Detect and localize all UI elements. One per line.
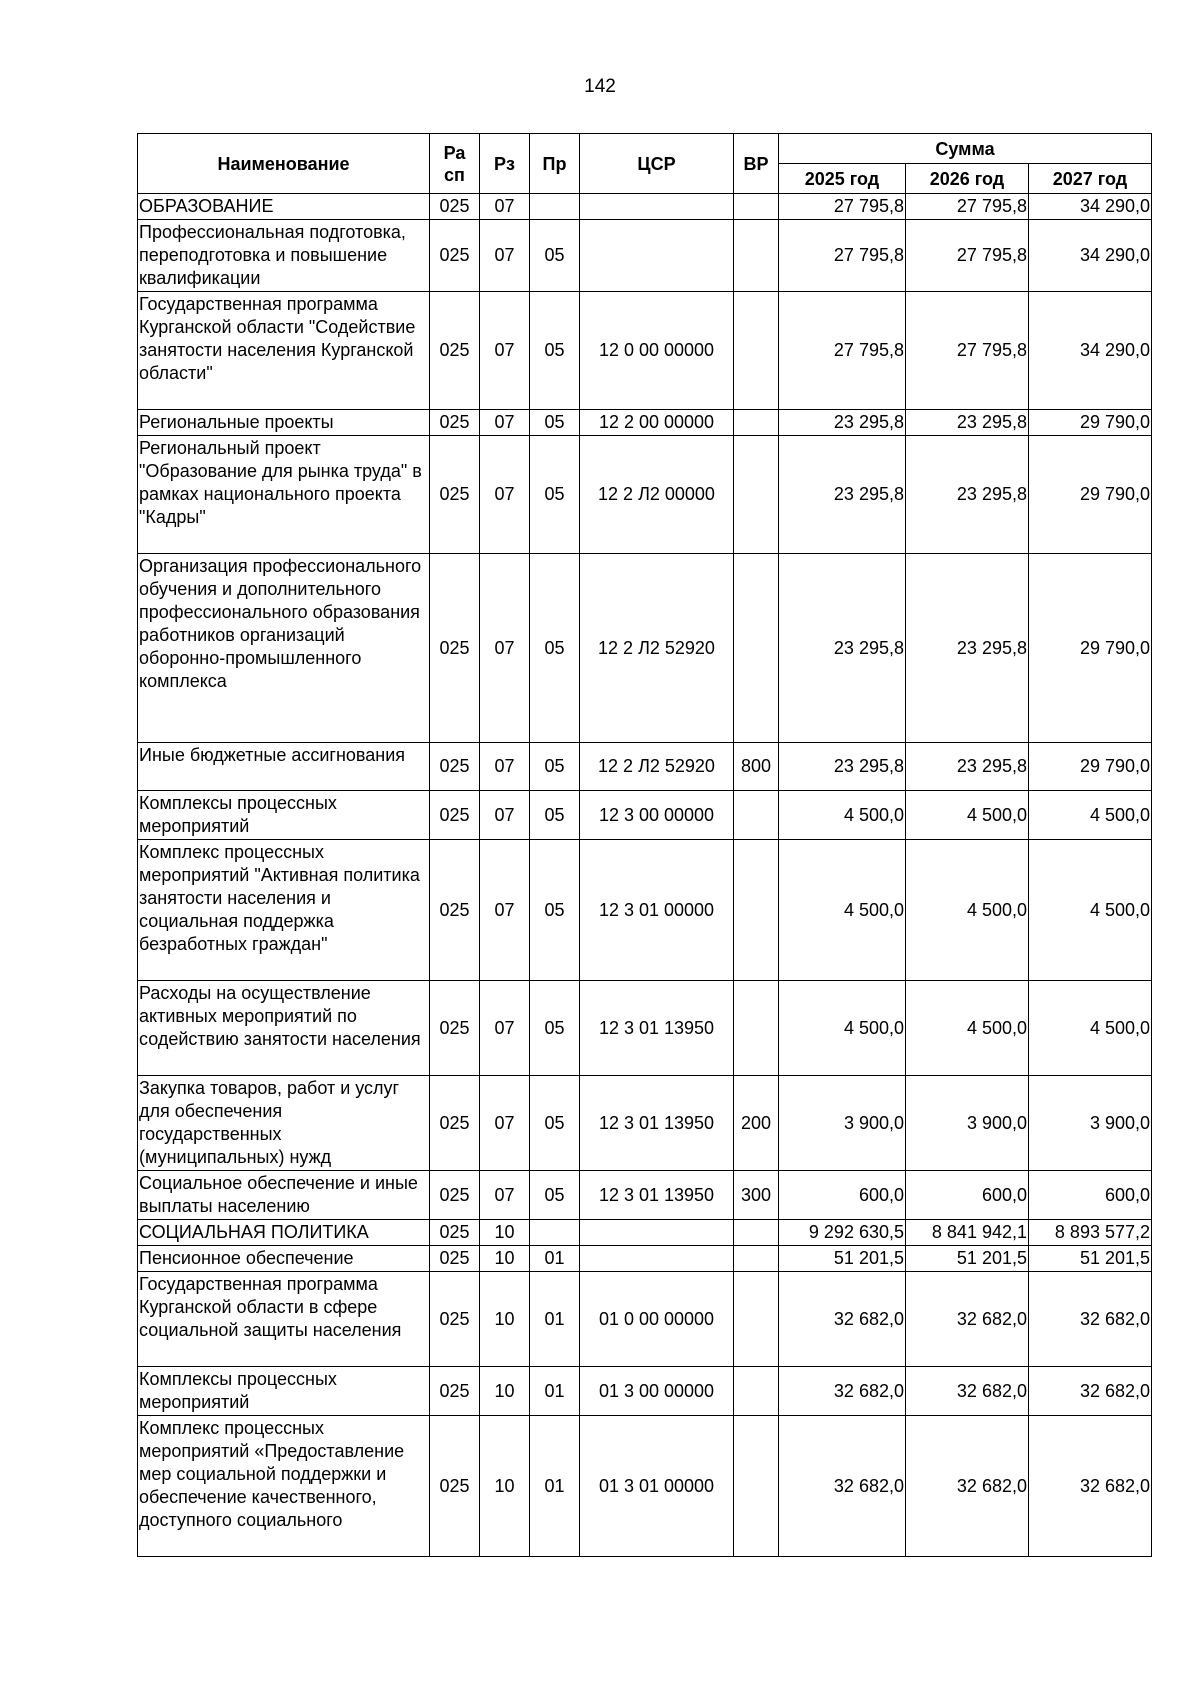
row-rasp: 025 [430, 1246, 480, 1272]
row-vr [734, 791, 779, 840]
header-rasp: Ра сп [430, 134, 480, 194]
row-2025: 4 500,0 [779, 791, 906, 840]
row-csr [580, 1246, 734, 1272]
row-name: Комплекс процессных мероприятий "Активная политика занятости населения и социальная поддержка безработных граждан" [138, 840, 430, 981]
row-pr: 05 [530, 1076, 580, 1171]
table-row [138, 436, 1152, 554]
header-summa: Сумма [779, 134, 1152, 164]
row-csr: 12 2 Л2 52920 [580, 554, 734, 743]
row-2025: 9 292 630,5 [779, 1220, 906, 1246]
row-2025: 23 295,8 [779, 410, 906, 436]
row-2027: 600,0 [1029, 1171, 1152, 1220]
row-2027: 3 900,0 [1029, 1076, 1152, 1171]
header-2027: 2027 год [1029, 164, 1152, 194]
row-2025: 3 900,0 [779, 1076, 906, 1171]
row-name: Региональный проект "Образование для рынка труда" в рамках национального проекта "Кадры" [138, 436, 430, 554]
row-2025: 23 295,8 [779, 436, 906, 554]
row-pr [530, 1220, 580, 1246]
row-csr: 12 3 01 13950 [580, 981, 734, 1076]
row-name: СОЦИАЛЬНАЯ ПОЛИТИКА [138, 1220, 430, 1246]
row-2027: 29 790,0 [1029, 436, 1152, 554]
row-rasp: 025 [430, 1076, 480, 1171]
row-2026: 23 295,8 [906, 410, 1029, 436]
table-row [138, 1076, 1152, 1171]
table-row [138, 791, 1152, 840]
row-rasp: 025 [430, 981, 480, 1076]
row-2025: 600,0 [779, 1171, 906, 1220]
table-row [138, 220, 1152, 292]
row-csr: 01 0 00 00000 [580, 1272, 734, 1367]
row-2025: 27 795,8 [779, 292, 906, 410]
row-2026: 23 295,8 [906, 436, 1029, 554]
row-vr: 300 [734, 1171, 779, 1220]
row-2026: 4 500,0 [906, 791, 1029, 840]
header-2026: 2026 год [906, 164, 1029, 194]
row-rz: 07 [480, 554, 530, 743]
row-rz: 07 [480, 791, 530, 840]
row-pr: 05 [530, 743, 580, 791]
row-pr: 01 [530, 1272, 580, 1367]
table-row [138, 1272, 1152, 1367]
table-body [138, 194, 1152, 1557]
row-pr: 01 [530, 1246, 580, 1272]
row-2027: 34 290,0 [1029, 194, 1152, 220]
header-vr: ВР [734, 134, 779, 194]
row-2027: 29 790,0 [1029, 743, 1152, 791]
row-2027: 4 500,0 [1029, 981, 1152, 1076]
row-2025: 27 795,8 [779, 220, 906, 292]
row-csr [580, 220, 734, 292]
row-2026: 23 295,8 [906, 554, 1029, 743]
row-2026: 51 201,5 [906, 1246, 1029, 1272]
row-2025: 32 682,0 [779, 1272, 906, 1367]
row-csr: 12 3 00 00000 [580, 791, 734, 840]
page-number: 142 [584, 76, 616, 97]
header-rz: Рз [480, 134, 530, 194]
row-2026: 27 795,8 [906, 292, 1029, 410]
row-pr: 01 [530, 1416, 580, 1557]
row-name: Комплекс процессных мероприятий «Предоставление мер социальной поддержки и обеспечение качественного, доступного социального [138, 1416, 430, 1557]
row-2027: 32 682,0 [1029, 1416, 1152, 1557]
table-row [138, 1367, 1152, 1416]
row-2026: 4 500,0 [906, 840, 1029, 981]
header-2025: 2025 год [779, 164, 906, 194]
row-2026: 8 841 942,1 [906, 1220, 1029, 1246]
row-2026: 27 795,8 [906, 194, 1029, 220]
row-vr: 200 [734, 1076, 779, 1171]
row-vr [734, 194, 779, 220]
row-2025: 27 795,8 [779, 194, 906, 220]
row-rasp: 025 [430, 1367, 480, 1416]
row-vr [734, 1220, 779, 1246]
row-rasp: 025 [430, 1220, 480, 1246]
row-2026: 32 682,0 [906, 1416, 1029, 1557]
row-csr: 12 2 00 00000 [580, 410, 734, 436]
row-name: ОБРАЗОВАНИЕ [138, 194, 430, 220]
row-vr [734, 1272, 779, 1367]
table-row [138, 1416, 1152, 1557]
row-vr [734, 1367, 779, 1416]
row-2026: 4 500,0 [906, 981, 1029, 1076]
row-pr: 05 [530, 1171, 580, 1220]
row-rasp: 025 [430, 194, 480, 220]
row-vr: 800 [734, 743, 779, 791]
table-row [138, 1246, 1152, 1272]
row-rz: 10 [480, 1367, 530, 1416]
row-2027: 4 500,0 [1029, 791, 1152, 840]
row-rasp: 025 [430, 743, 480, 791]
row-pr: 05 [530, 410, 580, 436]
row-pr: 05 [530, 554, 580, 743]
row-rasp: 025 [430, 436, 480, 554]
table-header [138, 134, 1152, 194]
row-rz: 07 [480, 410, 530, 436]
row-2026: 600,0 [906, 1171, 1029, 1220]
table-row [138, 554, 1152, 743]
row-name: Расходы на осуществление активных мероприятий по содействию занятости населения [138, 981, 430, 1076]
row-2027: 32 682,0 [1029, 1367, 1152, 1416]
row-csr: 12 2 Л2 00000 [580, 436, 734, 554]
row-name: Иные бюджетные ассигнования [138, 743, 430, 791]
row-csr: 01 3 01 00000 [580, 1416, 734, 1557]
row-rz: 10 [480, 1416, 530, 1557]
row-rz: 07 [480, 194, 530, 220]
row-2025: 51 201,5 [779, 1246, 906, 1272]
row-2025: 23 295,8 [779, 554, 906, 743]
row-2026: 27 795,8 [906, 220, 1029, 292]
row-vr [734, 220, 779, 292]
row-rz: 07 [480, 840, 530, 981]
row-rz: 10 [480, 1272, 530, 1367]
row-vr [734, 1416, 779, 1557]
row-pr: 05 [530, 436, 580, 554]
row-2027: 4 500,0 [1029, 840, 1152, 981]
row-name: Региональные проекты [138, 410, 430, 436]
row-rz: 07 [480, 743, 530, 791]
row-rasp: 025 [430, 292, 480, 410]
row-2025: 23 295,8 [779, 743, 906, 791]
header-csr: ЦСР [580, 134, 734, 194]
row-name: Комплексы процессных мероприятий [138, 1367, 430, 1416]
header-name: Наименование [138, 134, 430, 194]
row-rz: 07 [480, 220, 530, 292]
row-name: Государственная программа Курганской области в сфере социальной защиты населения [138, 1272, 430, 1367]
table-row [138, 981, 1152, 1076]
row-vr [734, 981, 779, 1076]
row-2026: 32 682,0 [906, 1272, 1029, 1367]
row-csr [580, 1220, 734, 1246]
table-row [138, 1171, 1152, 1220]
row-rasp: 025 [430, 554, 480, 743]
row-2027: 34 290,0 [1029, 220, 1152, 292]
row-rz: 07 [480, 981, 530, 1076]
row-vr [734, 410, 779, 436]
row-rasp: 025 [430, 410, 480, 436]
row-pr: 01 [530, 1367, 580, 1416]
row-2025: 32 682,0 [779, 1367, 906, 1416]
row-rz: 07 [480, 292, 530, 410]
row-vr [734, 1246, 779, 1272]
row-rz: 10 [480, 1220, 530, 1246]
row-vr [734, 554, 779, 743]
row-csr: 12 2 Л2 52920 [580, 743, 734, 791]
row-rasp: 025 [430, 1272, 480, 1367]
row-rz: 07 [480, 1076, 530, 1171]
row-rasp: 025 [430, 1171, 480, 1220]
row-rz: 07 [480, 436, 530, 554]
row-rasp: 025 [430, 791, 480, 840]
table-row [138, 840, 1152, 981]
row-2027: 8 893 577,2 [1029, 1220, 1152, 1246]
row-pr: 05 [530, 840, 580, 981]
row-rasp: 025 [430, 840, 480, 981]
row-rasp: 025 [430, 220, 480, 292]
row-2026: 32 682,0 [906, 1367, 1029, 1416]
row-csr: 12 0 00 00000 [580, 292, 734, 410]
row-2027: 29 790,0 [1029, 554, 1152, 743]
row-2026: 23 295,8 [906, 743, 1029, 791]
row-vr [734, 436, 779, 554]
row-2027: 29 790,0 [1029, 410, 1152, 436]
row-name: Профессиональная подготовка, переподготовка и повышение квалификации [138, 220, 430, 292]
row-2027: 51 201,5 [1029, 1246, 1152, 1272]
row-csr: 12 3 01 13950 [580, 1171, 734, 1220]
row-2027: 34 290,0 [1029, 292, 1152, 410]
row-pr [530, 194, 580, 220]
row-csr: 12 3 01 00000 [580, 840, 734, 981]
row-vr [734, 840, 779, 981]
table-row [138, 410, 1152, 436]
table-row [138, 743, 1152, 791]
budget-table [137, 133, 1152, 1557]
row-csr: 12 3 01 13950 [580, 1076, 734, 1171]
row-csr: 01 3 00 00000 [580, 1367, 734, 1416]
row-name: Организация профессионального обучения и дополнительного профессионального образования работников организаций оборонно-промышленного комплекса [138, 554, 430, 743]
row-csr [580, 194, 734, 220]
row-name: Комплексы процессных мероприятий [138, 791, 430, 840]
table-row [138, 292, 1152, 410]
header-pr: Пр [530, 134, 580, 194]
row-name: Закупка товаров, работ и услуг для обеспечения государственных (муниципальных) нужд [138, 1076, 430, 1171]
row-rasp: 025 [430, 1416, 480, 1557]
row-2025: 32 682,0 [779, 1416, 906, 1557]
table-row [138, 1220, 1152, 1246]
row-pr: 05 [530, 981, 580, 1076]
row-rz: 07 [480, 1171, 530, 1220]
row-name: Социальное обеспечение и иные выплаты населению [138, 1171, 430, 1220]
row-2025: 4 500,0 [779, 981, 906, 1076]
table-row [138, 194, 1152, 220]
row-pr: 05 [530, 292, 580, 410]
row-name: Государственная программа Курганской области "Содействие занятости населения Курганской области" [138, 292, 430, 410]
row-2025: 4 500,0 [779, 840, 906, 981]
row-rz: 10 [480, 1246, 530, 1272]
row-2026: 3 900,0 [906, 1076, 1029, 1171]
row-pr: 05 [530, 791, 580, 840]
row-pr: 05 [530, 220, 580, 292]
row-name: Пенсионное обеспечение [138, 1246, 430, 1272]
row-2027: 32 682,0 [1029, 1272, 1152, 1367]
row-vr [734, 292, 779, 410]
